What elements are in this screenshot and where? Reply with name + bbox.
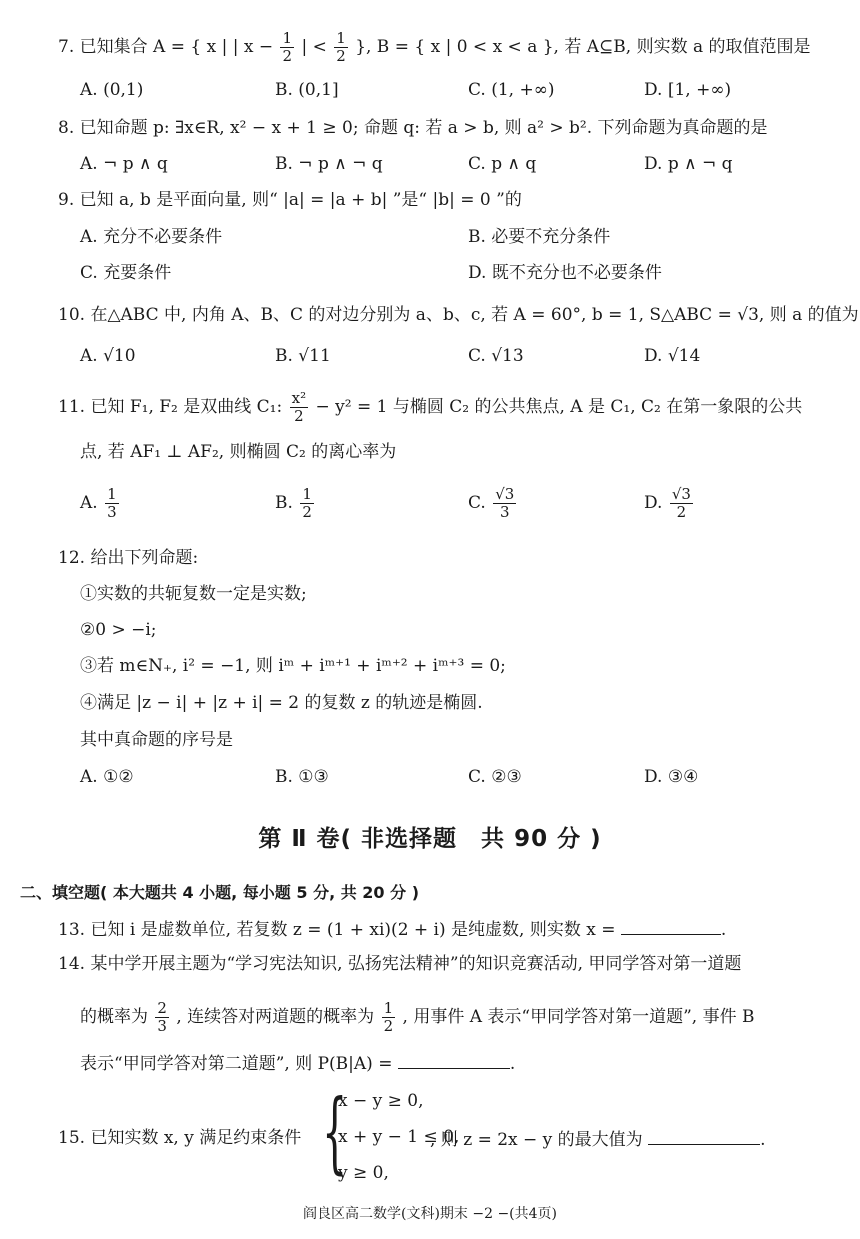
q11-stem	[58, 390, 802, 425]
q9-option-c[interactable]: C. 充要条件	[80, 263, 172, 283]
q7-option-d[interactable]: D. [1, +∞)	[644, 80, 732, 100]
q7-option-a[interactable]: A. (0,1)	[80, 80, 144, 100]
q11-frac-num: x²	[291, 389, 307, 407]
q8-stem: 8. 已知命题 p: ∃x∈R, x² − x + 1 ≥ 0; 命题 q: 若 a > b, 则 a² > b². 下列命题为真命题的是	[58, 118, 768, 138]
q12-item-3: ③若 m∈N₊, i² = −1, 则 iᵐ + iᵐ⁺¹ + iᵐ⁺² + iᵐ⁺³ = 0;	[80, 656, 506, 676]
q15-constraint-2: x + y − 1 ≤ 0,	[338, 1127, 460, 1147]
q11-option-d-den: 2	[676, 503, 687, 521]
q7-option-b[interactable]: B. (0,1]	[275, 80, 339, 100]
q13-answer-blank[interactable]	[621, 916, 721, 935]
q10-option-a[interactable]: A. √10	[80, 346, 136, 366]
q12-stem: 12. 给出下列命题:	[58, 548, 199, 568]
q11-option-a-fraction	[105, 486, 119, 521]
q11-stem-part-b: − y² = 1 与椭圆 C₂ 的公共焦点, A 是 C₁, C₂ 在第一象限的公共	[315, 397, 803, 417]
q15-answer-blank[interactable]	[648, 1126, 760, 1145]
q11-option-a-num: 1	[107, 485, 117, 503]
section2-title: 二、填空题( 本大题共 4 小题, 每小题 5 分, 共 20 分 )	[20, 883, 420, 902]
q14-f2-den: 2	[383, 1017, 394, 1035]
q12-item-4: ④满足 |z − i| + |z + i| = 2 的复数 z 的轨迹是椭圆.	[80, 693, 483, 713]
q8-option-c[interactable]: C. p ∧ q	[468, 154, 537, 174]
q7-stem-part-a: 7. 已知集合 A = { x | | x −	[58, 37, 274, 57]
q14-end: .	[509, 1054, 516, 1074]
q12-item-1: ①实数的共轭复数一定是实数;	[80, 584, 307, 604]
q8-option-b[interactable]: B. ¬ p ∧ ¬ q	[275, 154, 383, 174]
q7-fraction	[280, 30, 294, 65]
q11-fraction	[290, 390, 308, 425]
q9-option-b[interactable]: B. 必要不充分条件	[468, 227, 611, 247]
q7-frac-den: 2	[282, 47, 293, 65]
q11-option-c-fraction	[493, 486, 516, 521]
q14-line3	[80, 1050, 515, 1076]
q11-stem-part-a: 11. 已知 F₁, F₂ 是双曲线 C₁:	[58, 397, 283, 417]
q11-option-d-fraction	[670, 486, 693, 521]
q10-option-c[interactable]: C. √13	[468, 346, 524, 366]
q9-option-a[interactable]: A. 充分不必要条件	[80, 227, 223, 247]
q9-stem: 9. 已知 a, b 是平面向量, 则“ |a| = |a + b| ”是“ |b| = 0 ”的	[58, 190, 522, 210]
q11-option-a[interactable]	[80, 486, 121, 521]
part2-heading: 第 Ⅱ 卷( 非选择题 共 90 分 )	[258, 826, 602, 852]
q10-stem: 10. 在△ABC 中, 内角 A、B、C 的对边分别为 a、b、c, 若 A = 60°, b = 1, S△ABC = √3, 则 a 的值为	[58, 305, 859, 325]
q11-option-b-fraction	[300, 486, 314, 521]
q12-ask: 其中真命题的序号是	[80, 730, 233, 750]
q11-option-c-den: 3	[500, 503, 510, 521]
q15-constraint-3: y ≥ 0,	[338, 1163, 389, 1183]
q12-option-d[interactable]: D. ③④	[644, 767, 699, 787]
q9-option-d[interactable]: D. 既不充分也不必要条件	[468, 263, 662, 283]
q11-option-b-num: 1	[302, 485, 312, 503]
q11-option-d-label: D.	[644, 493, 663, 513]
q11-option-d[interactable]	[644, 486, 695, 521]
q11-frac-den: 2	[294, 407, 304, 425]
q14-line2	[80, 1000, 755, 1035]
q11-option-c[interactable]	[468, 486, 518, 521]
q7-frac-num: 1	[282, 29, 293, 47]
q7-option-c[interactable]: C. (1, +∞)	[468, 80, 555, 100]
q14-line2-c: , 用事件 A 表示“甲同学答对第一道题”, 事件 B	[402, 1007, 755, 1027]
q7-stem-part-c: }, B = { x | 0 < x < a }, 若 A⊆B, 则实数 a 的取值范围是	[355, 37, 811, 57]
q11-option-a-label: A.	[80, 493, 98, 513]
q12-option-a[interactable]: A. ①②	[80, 767, 134, 787]
q14-f1-num: 2	[157, 999, 167, 1017]
q11-option-c-num: √3	[495, 485, 515, 503]
q7-frac2-num: 1	[336, 29, 346, 47]
q14-fraction-2	[382, 1000, 396, 1035]
q7-frac2-den: 2	[336, 47, 346, 65]
q14-line1: 14. 某中学开展主题为“学习宪法知识, 弘扬宪法精神”的知识竞赛活动, 甲同学答对第一道题	[58, 954, 742, 974]
q15-stem-b	[430, 1126, 766, 1152]
q14-line2-b: , 连续答对两道题的概率为	[176, 1007, 375, 1027]
q14-answer-blank[interactable]	[398, 1050, 510, 1069]
page-footer: 阎良区高二数学(文科)期末 −2 −(共4页)	[302, 1206, 558, 1222]
q10-option-d[interactable]: D. √14	[644, 346, 701, 366]
q8-option-d[interactable]: D. p ∧ ¬ q	[644, 154, 733, 174]
brace-icon: {	[322, 1080, 348, 1183]
q13-end: .	[720, 920, 727, 940]
q14-f1-den: 3	[157, 1017, 167, 1035]
q11-option-c-label: C.	[468, 493, 486, 513]
q12-option-c[interactable]: C. ②③	[468, 767, 522, 787]
q13-stem-text: 13. 已知 i 是虚数单位, 若复数 z = (1 + xi)(2 + i) 是纯虚数, 则实数 x =	[58, 920, 616, 940]
q7-fraction-2	[334, 30, 348, 65]
q7-stem-part-b: | <	[301, 37, 327, 57]
q11-option-b[interactable]	[275, 486, 316, 521]
q11-option-b-den: 2	[302, 503, 312, 521]
q14-fraction-1	[155, 1000, 169, 1035]
q7-stem	[58, 30, 811, 65]
q12-item-2: ②0 > −i;	[80, 620, 157, 640]
q11-stem-line2: 点, 若 AF₁ ⊥ AF₂, 则椭圆 C₂ 的离心率为	[80, 442, 397, 462]
q13-stem	[58, 916, 726, 942]
q10-option-b[interactable]: B. √11	[275, 346, 331, 366]
q15-constraint-system	[322, 1080, 460, 1184]
q14-f2-num: 1	[383, 999, 394, 1017]
q11-option-a-den: 3	[107, 503, 117, 521]
q8-option-a[interactable]: A. ¬ p ∧ q	[80, 154, 168, 174]
q14-line3-text: 表示“甲同学答对第二道题”, 则 P(B|A) =	[80, 1054, 393, 1074]
q15-stem-a: 15. 已知实数 x, y 满足约束条件	[58, 1128, 302, 1148]
q12-option-b[interactable]: B. ①③	[275, 767, 329, 787]
q15-end: .	[760, 1130, 766, 1150]
q11-option-b-label: B.	[275, 493, 293, 513]
q11-option-d-num: √3	[671, 485, 691, 503]
q14-line2-a: 的概率为	[80, 1007, 148, 1027]
q15-stem-b-text: , 则 z = 2x − y 的最大值为	[430, 1130, 643, 1150]
q15-constraint-1: x − y ≥ 0,	[338, 1091, 424, 1111]
